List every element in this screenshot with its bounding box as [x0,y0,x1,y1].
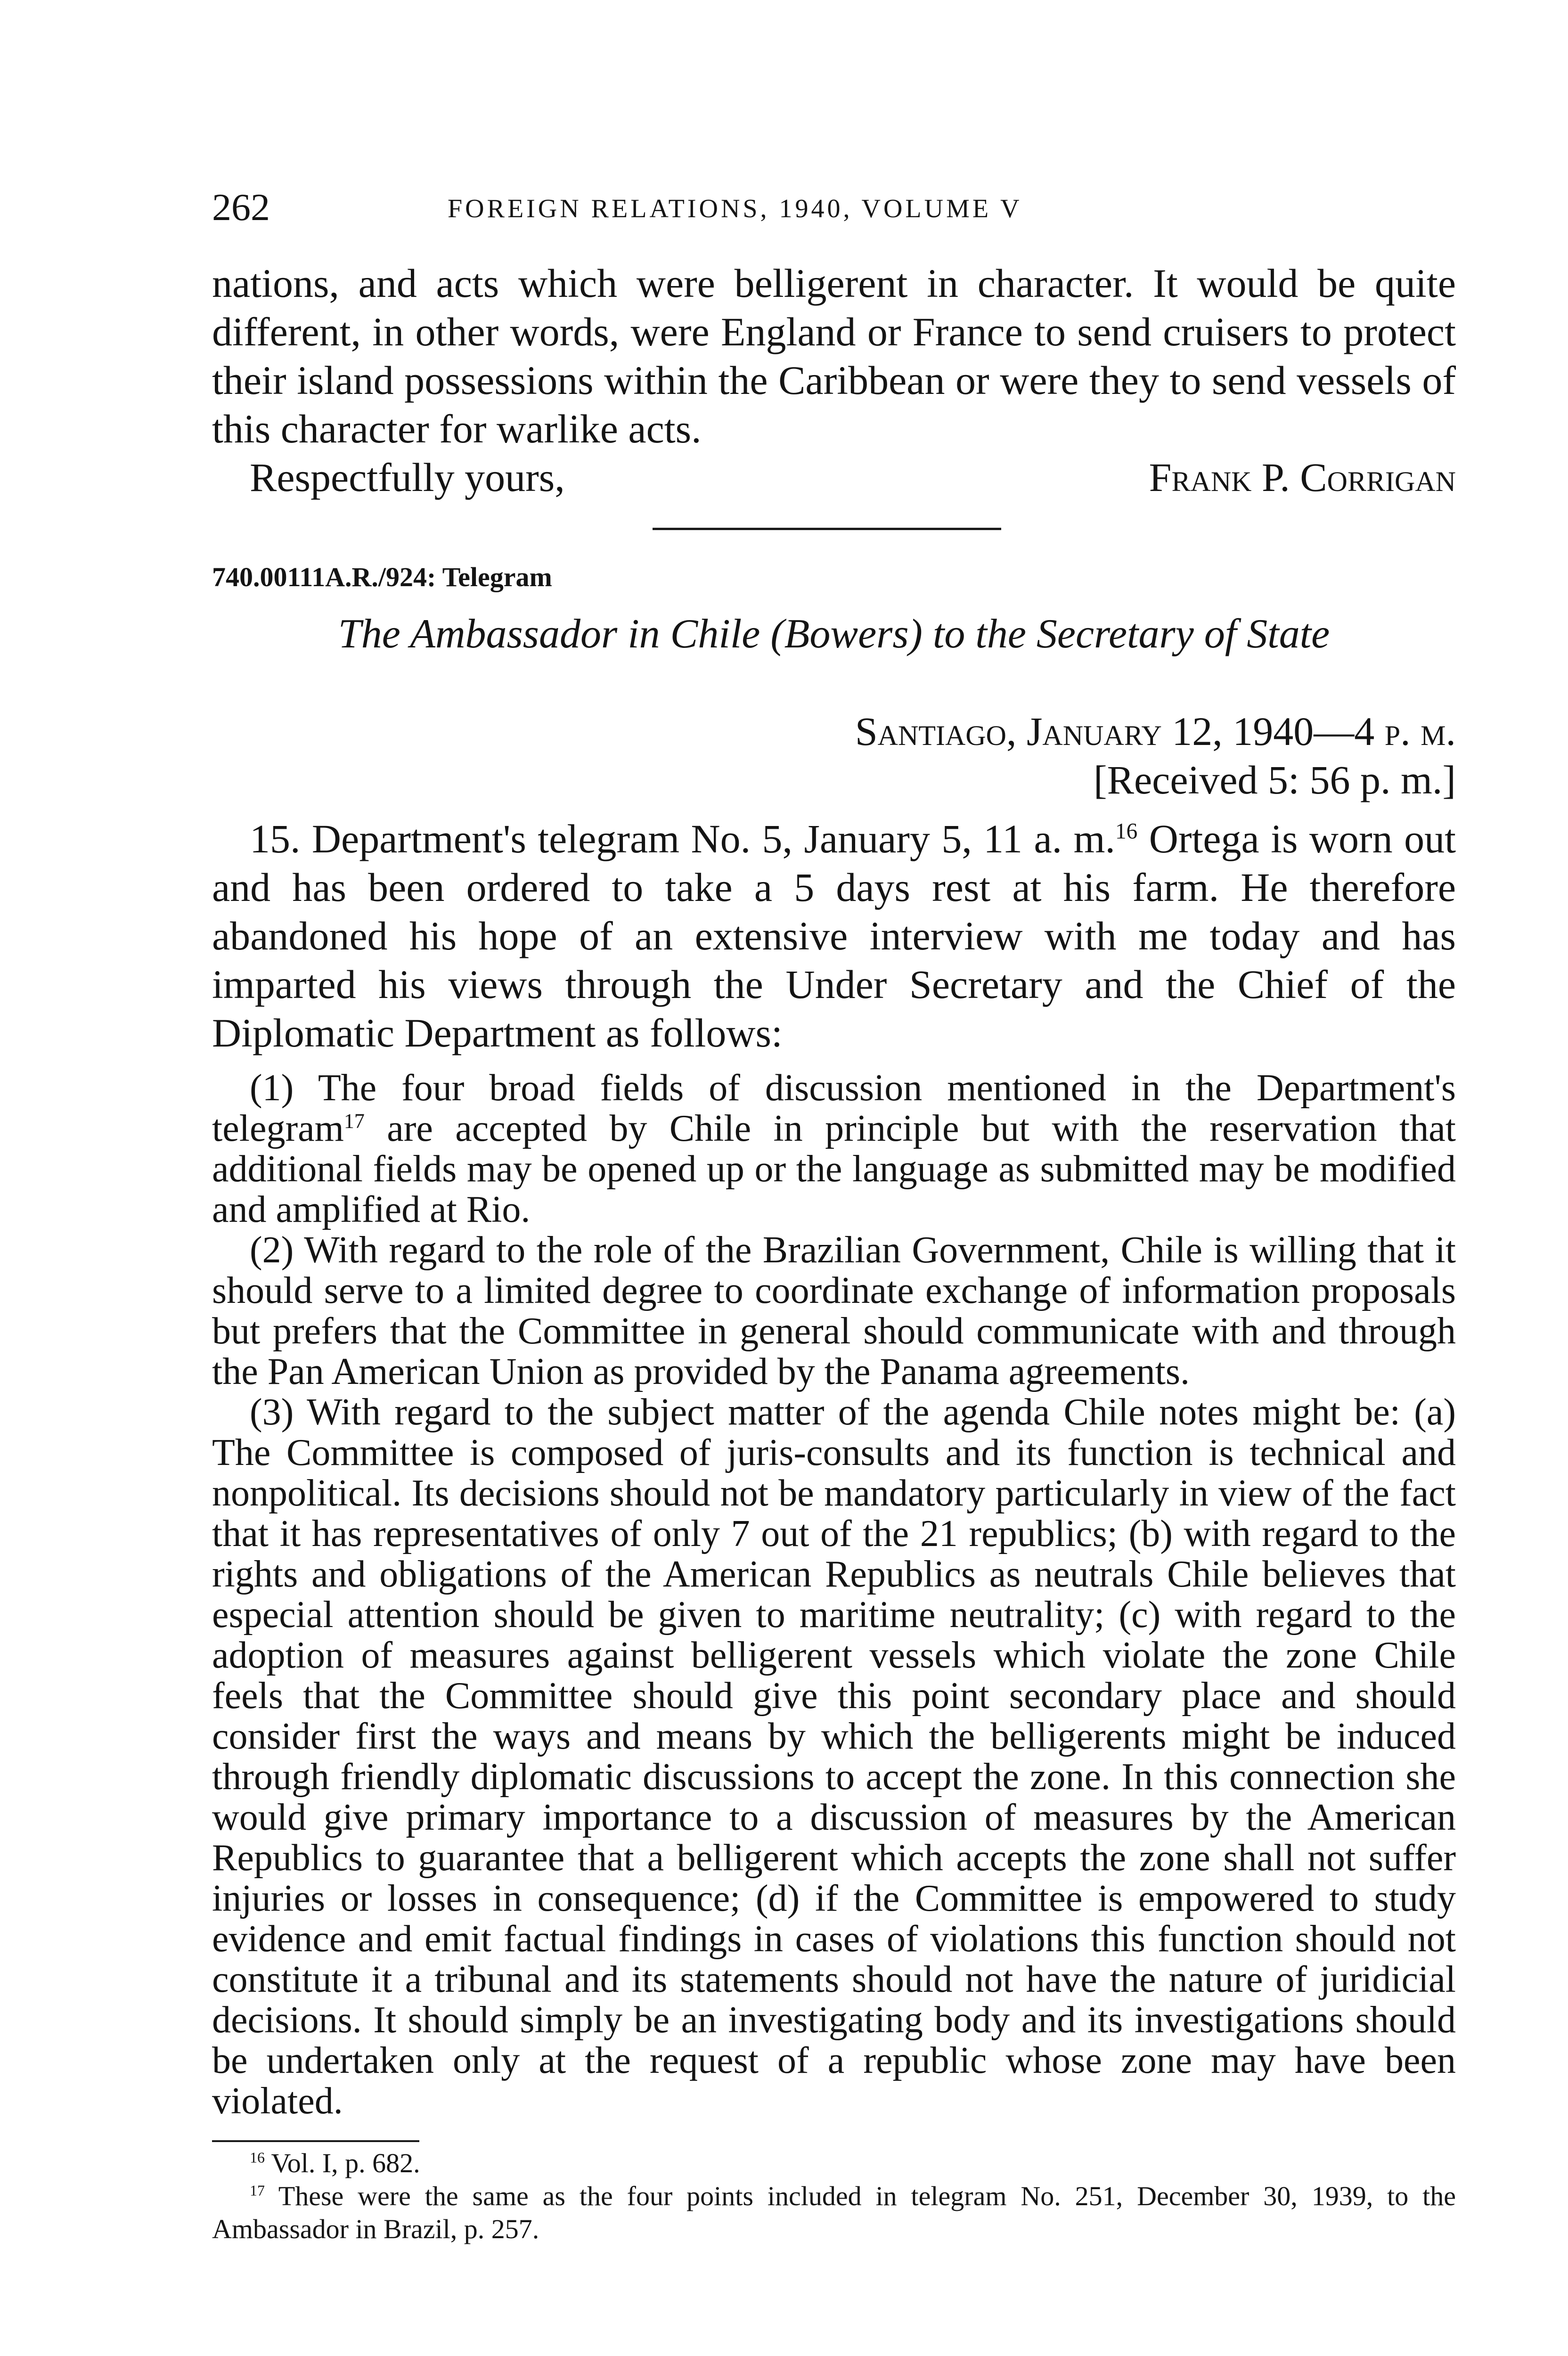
dateline: Santiago, January 12, 1940—4 p. m. [855,709,1456,754]
footnote [212,2147,1456,2180]
page-header [212,186,1456,229]
document-title: The Ambassador in Chile (Bowers) to the Secretary of State [338,611,1330,657]
received-line: [Received 5: 56 p. m.] [1093,757,1456,802]
footnote [212,2180,1456,2246]
point-1-text-b: are accepted by Chile in principle but with the reservation that additional fields may be opened up or the language as submitted may be modified and amplified at Rio. [212,1108,1456,1230]
footnote-ref: 17 [343,1109,365,1133]
intro-text-a: 15. Department's telegram No. 5, January 5, 11 a. m. [250,816,1116,861]
footnote-mark: 16 [250,2149,265,2166]
point-1-text-a: (1) The four broad fields of discussion mentioned in the Department's telegram [212,1067,1456,1149]
complimentary-close: Respectfully yours, [250,455,565,500]
footnotes [212,2147,1456,2246]
footnote-mark: 17 [250,2182,265,2199]
intro-text-b: Ortega is worn out and has been ordered to take a 5 days rest at his farm. He therefore abandoned his hope of an extensive interview with me today and has imparted his views through the Under Secretary and the Chief of the Diplomatic Department as follows: [212,816,1456,1055]
point-2: (2) With regard to the role of the Brazilian Government, Chile is willing that it should serve to a limited degree to coordinate exchange of information proposals but prefers that the Committee in general should communicate with and through the Pan American Union as provided by the Panama agreements. [212,1229,1456,1392]
footnote-ref: 16 [1115,819,1138,844]
carryover-paragraph: nations, and acts which were belligerent in character. It would be quite different, in other words, were England or France to send cruisers to protect their island possessions within the Caribbean or were they to send vessels of this character for warlike acts. [212,261,1456,451]
page-body [212,259,1456,2246]
letter-closing [212,453,1456,503]
page-number: 262 [212,186,270,229]
intro-paragraph [212,815,1456,1057]
footnote-text: These were the same as the four points included in telegram No. 251, December 30, 1939, to the Ambassador in Brazil, p. 257. [212,2181,1456,2244]
section-divider [653,528,1001,530]
footnote-divider [212,2140,419,2142]
point-3: (3) With regard to the subject matter of the agenda Chile notes might be: (a) The Committee is composed of juris-consults and its function is technical and nonpolitical. Its decisions should not be mandatory particularly in view of the fact that it has representatives of only 7 out of the 21 republics; (b) with regard to the rights and obligations of the American Republics as neutrals Chile believes that especial attention should be given to maritime neutrality; (c) with regard to the adoption of measures against belligerent vessels which violate the zone Chile feels that the Committee should give this point secondary place and should consider first the ways and means by which the belligerents might be induced through friendly diplomatic discussions to accept the zone. In this connection she would give primary importance to a discussion of measures by the American Republics to guarantee that a belligerent which accepts the zone shall not suffer injuries or losses in consequence; (d) if the Committee is empowered to study evidence and emit factual findings in cases of violations this function should not constitute it a tribunal and its statements should not have the nature of juridicial decisions. It should simply be an investigating body and its investigations should be undertaken only at the request of a republic whose zone may have been violated. [212,1391,1456,2122]
running-head: FOREIGN RELATIONS, 1940, VOLUME V [448,194,1022,223]
signature: Frank P. Corrigan [1149,455,1456,500]
file-number: 740.00111A.R./924: Telegram [212,562,552,592]
point-1 [212,1068,1456,1230]
footnote-text: Vol. I, p. 682. [271,2148,420,2178]
